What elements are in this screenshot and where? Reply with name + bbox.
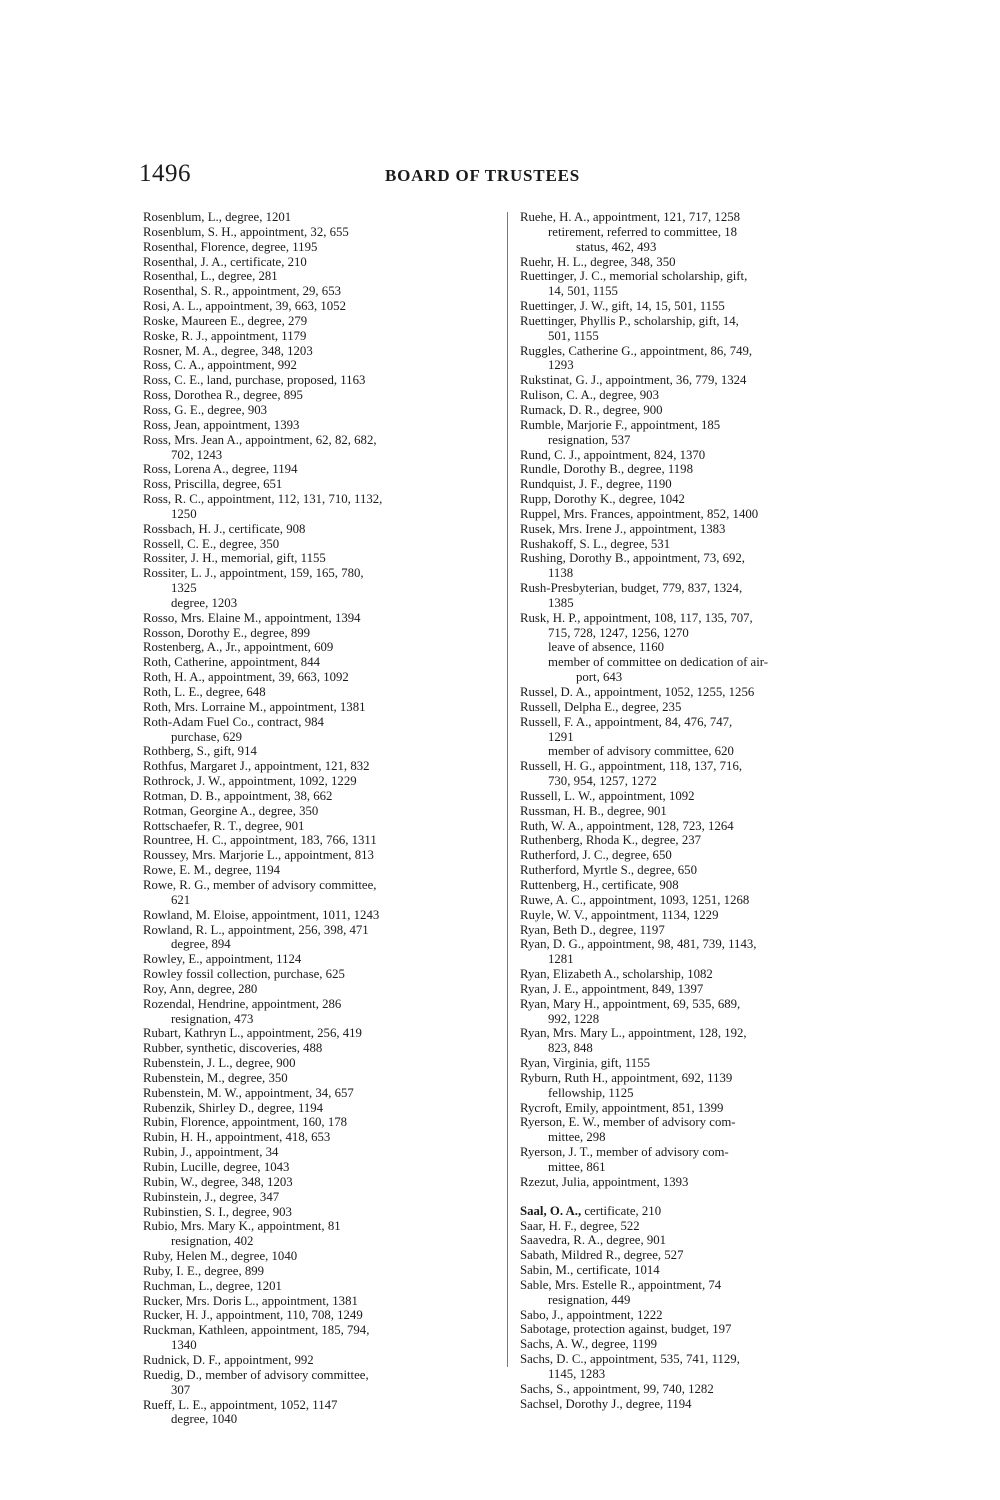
index-entry: Ryan, D. G., appointment, 98, 481, 739, 1143, (520, 937, 757, 952)
index-entry: Rubenzik, Shirley D., degree, 1194 (143, 1100, 324, 1115)
index-entry (520, 1204, 865, 1219)
index-entry-continuation: 702, 1243 (171, 447, 223, 462)
index-entry: Rosenblum, L., degree, 1201 (143, 210, 292, 224)
index-entry-continuation: 730, 954, 1257, 1272 (548, 774, 657, 789)
index-entry: Rubber, synthetic, discoveries, 488 (143, 1041, 323, 1056)
index-entry-continuation: 1281 (548, 952, 574, 967)
index-entry-continuation: mittee, 861 (548, 1160, 606, 1174)
index-entry: Rund, C. J., appointment, 824, 1370 (520, 447, 706, 462)
index-entry-rest: certificate, 210 (581, 1203, 662, 1218)
index-entry: Rubart, Kathryn L., appointment, 256, 419 (143, 1026, 362, 1041)
index-entry: Ruettinger, J. W., gift, 14, 15, 501, 1155 (520, 299, 725, 314)
index-entry: Ryan, J. E., appointment, 849, 1397 (520, 981, 704, 996)
index-entry: Russell, L. W., appointment, 1092 (520, 788, 695, 803)
index-entry: Rothfus, Margaret J., appointment, 121, 832 (143, 759, 370, 774)
index-entry: Rosi, A. L., appointment, 39, 663, 1052 (143, 299, 346, 314)
index-entry: Ruwe, A. C., appointment, 1093, 1251, 1268 (520, 892, 750, 907)
index-entry: Roussey, Mrs. Marjorie L., appointment, 813 (143, 848, 374, 863)
index-entry: Ruettinger, Phyllis P., scholarship, gift, 14, (520, 313, 739, 328)
index-subentry: resignation, 473 (171, 1011, 254, 1026)
index-entry: Ruggles, Catherine G., appointment, 86, 749, (520, 343, 753, 358)
index-entry: Rueff, L. E., appointment, 1052, 1147 (143, 1397, 338, 1412)
index-subentry: degree, 1203 (171, 595, 238, 610)
index-entry: Rubin, H. H., appointment, 418, 653 (143, 1130, 331, 1145)
index-entry-continuation: 1340 (171, 1338, 197, 1353)
index-entry: Rubenstein, M. W., appointment, 34, 657 (143, 1085, 354, 1100)
index-entry: Ross, Dorothea R., degree, 895 (143, 388, 303, 403)
index-entry: Sabath, Mildred R., degree, 527 (520, 1248, 684, 1263)
index-entry: Rukstinat, G. J., appointment, 36, 779, 1324 (520, 373, 747, 388)
index-entry: Rumack, D. R., degree, 900 (520, 402, 663, 417)
index-entry: Rottschaefer, R. T., degree, 901 (143, 818, 305, 833)
index-entry: Rubin, Florence, appointment, 160, 178 (143, 1115, 348, 1130)
index-entry: Rountree, H. C., appointment, 183, 766, 1311 (143, 833, 377, 848)
index-entry-continuation: status, 462, 493 (576, 239, 657, 254)
index-entry: Rosson, Dorothy E., degree, 899 (143, 625, 311, 640)
index-entry: Rubenstein, M., degree, 350 (143, 1070, 288, 1085)
index-subentry: degree, 1040 (171, 1412, 238, 1427)
index-entry: Rothberg, S., gift, 914 (143, 744, 257, 759)
index-subentry: member of committee on dedication of air- (548, 655, 769, 670)
index-entry: Ryan, Mrs. Mary L., appointment, 128, 192, (520, 1026, 747, 1041)
index-entry: Ruedig, D., member of advisory committee, (143, 1367, 369, 1382)
index-entry: Ross, Lorena A., degree, 1194 (143, 462, 298, 477)
index-entry: Saavedra, R. A., degree, 901 (520, 1233, 667, 1248)
index-entry: Rubin, W., degree, 348, 1203 (143, 1174, 293, 1189)
section-gap (520, 1190, 865, 1204)
index-entry: Rubinstien, S. I., degree, 903 (143, 1204, 292, 1219)
index-entry: Rossell, C. E., degree, 350 (143, 536, 280, 551)
index-entry: Rossbach, H. J., certificate, 908 (143, 521, 306, 536)
index-entry: Rowe, R. G., member of advisory committee, (143, 877, 377, 892)
index-entry: Ruby, I. E., degree, 899 (143, 1263, 265, 1278)
index-entry-continuation: mittee, 298 (548, 1130, 606, 1145)
index-entry: Rusek, Mrs. Irene J., appointment, 1383 (520, 521, 726, 536)
index-entry: Rundle, Dorothy B., degree, 1198 (520, 462, 693, 477)
index-entry: Roth, Catherine, appointment, 844 (143, 655, 320, 670)
index-entry: Ryan, Mary H., appointment, 69, 535, 689, (520, 996, 741, 1011)
index-entry: Ruthenberg, Rhoda K., degree, 237 (520, 833, 702, 848)
index-entry: Rzezut, Julia, appointment, 1393 (520, 1174, 689, 1189)
page-number: 1496 (139, 160, 191, 187)
index-entry: Roske, Maureen E., degree, 279 (143, 313, 308, 328)
index-entry-heading: Saal, O. A., (520, 1203, 582, 1218)
index-entry: Rosso, Mrs. Elaine M., appointment, 1394 (143, 610, 361, 625)
index-column-left (143, 210, 488, 1427)
index-entry: Russell, F. A., appointment, 84, 476, 747, (520, 714, 733, 729)
index-entry: Ruppel, Mrs. Frances, appointment, 852, 1400 (520, 506, 759, 521)
index-entry: Sachs, A. W., degree, 1199 (520, 1337, 658, 1352)
index-subentry: resignation, 402 (171, 1234, 254, 1249)
index-entry: Roth, L. E., degree, 648 (143, 685, 266, 699)
index-entry-continuation: 715, 728, 1247, 1256, 1270 (548, 625, 689, 640)
index-entry: Roth-Adam Fuel Co., contract, 984 (143, 714, 324, 729)
index-entry: Rozendal, Hendrine, appointment, 286 (143, 996, 342, 1011)
index-entry: Rudnick, D. F., appointment, 992 (143, 1352, 314, 1367)
index-subentry: member of advisory committee, 620 (548, 744, 734, 759)
index-entry: Rundquist, J. F., degree, 1190 (520, 477, 672, 492)
index-entry: Ross, G. E., degree, 903 (143, 402, 268, 417)
index-entry: Rushing, Dorothy B., appointment, 73, 692, (520, 551, 746, 566)
index-entry: Roske, R. J., appointment, 1179 (143, 328, 307, 343)
index-entry: Roth, H. A., appointment, 39, 663, 1092 (143, 670, 349, 685)
index-entry: Sachsel, Dorothy J., degree, 1194 (520, 1396, 692, 1411)
index-entry: Russell, Delpha E., degree, 235 (520, 699, 682, 714)
index-entry: Sachs, D. C., appointment, 535, 741, 1129, (520, 1352, 740, 1367)
index-entry-continuation: 1325 (171, 581, 197, 596)
index-entry: Ross, C. A., appointment, 992 (143, 358, 297, 373)
index-column-right (520, 210, 865, 1412)
index-entry: Rowland, R. L., appointment, 256, 398, 471 (143, 922, 369, 937)
index-entry: Ruehe, H. A., appointment, 121, 717, 1258 (520, 210, 741, 224)
index-entry: Rusk, H. P., appointment, 108, 117, 135, 707, (520, 610, 753, 625)
index-entry: Ross, Mrs. Jean A., appointment, 62, 82, 682, (143, 432, 377, 447)
index-entry-continuation: port, 643 (576, 670, 623, 685)
index-entry: Russell, H. G., appointment, 118, 137, 716, (520, 759, 743, 774)
index-entry: Rosenthal, L., degree, 281 (143, 269, 278, 284)
column-divider (507, 212, 508, 1367)
index-entry: Rutherford, J. C., degree, 650 (520, 848, 672, 863)
index-entry: Rumble, Marjorie F., appointment, 185 (520, 417, 721, 432)
index-entry: Rosenblum, S. H., appointment, 32, 655 (143, 224, 349, 239)
index-entry-continuation: 1145, 1283 (548, 1366, 606, 1381)
index-subentry: fellowship, 1125 (548, 1085, 634, 1100)
index-entry: Rossiter, J. H., memorial, gift, 1155 (143, 551, 326, 566)
index-subentry: degree, 894 (171, 937, 231, 952)
index-entry: Sabin, M., certificate, 1014 (520, 1263, 660, 1278)
index-entry-continuation: 1385 (548, 595, 574, 610)
index-entry: Rycroft, Emily, appointment, 851, 1399 (520, 1100, 724, 1115)
index-entry: Ruettinger, J. C., memorial scholarship, gift, (520, 269, 748, 284)
index-entry: Sabotage, protection against, budget, 197 (520, 1322, 732, 1337)
index-entry: Rulison, C. A., degree, 903 (520, 388, 659, 403)
index-entry: Rush-Presbyterian, budget, 779, 837, 1324, (520, 581, 743, 596)
index-subentry: retirement, referred to committee, 18 (548, 224, 738, 239)
index-entry: Rosenthal, S. R., appointment, 29, 653 (143, 284, 341, 299)
index-entry: Ross, C. E., land, purchase, proposed, 1163 (143, 373, 366, 388)
index-entry-continuation: 501, 1155 (548, 328, 599, 343)
index-entry: Ryan, Elizabeth A., scholarship, 1082 (520, 967, 713, 982)
index-entry: Ryerson, E. W., member of advisory com- (520, 1115, 736, 1130)
index-entry: Sabo, J., appointment, 1222 (520, 1307, 663, 1322)
index-entry: Roy, Ann, degree, 280 (143, 981, 258, 996)
index-entry: Rubenstein, J. L., degree, 900 (143, 1056, 296, 1071)
index-entry: Rucker, Mrs. Doris L., appointment, 1381 (143, 1293, 358, 1308)
index-entry: Rubin, J., appointment, 34 (143, 1145, 279, 1160)
index-entry: Ruckman, Kathleen, appointment, 185, 794, (143, 1323, 370, 1338)
index-subentry: resignation, 449 (548, 1292, 631, 1307)
index-entry: Ross, Priscilla, degree, 651 (143, 477, 283, 492)
index-entry: Ruyle, W. V., appointment, 1134, 1229 (520, 907, 719, 922)
index-entry: Ryerson, J. T., member of advisory com- (520, 1145, 729, 1160)
index-entry: Sachs, S., appointment, 99, 740, 1282 (520, 1381, 714, 1396)
index-entry: Ryan, Beth D., degree, 1197 (520, 922, 665, 937)
index-entry-continuation: 823, 848 (548, 1041, 593, 1056)
index-entry: Rotman, Georgine A., degree, 350 (143, 803, 319, 818)
index-entry-continuation: 1250 (171, 506, 197, 521)
index-entry: Rowley, E., appointment, 1124 (143, 952, 302, 967)
index-subentry: purchase, 629 (171, 729, 243, 744)
index-subentry: resignation, 537 (548, 432, 631, 447)
index-entry: Russel, D. A., appointment, 1052, 1255, 1256 (520, 685, 755, 699)
index-entry: Rowland, M. Eloise, appointment, 1011, 1243 (143, 907, 380, 922)
index-entry: Rubin, Lucille, degree, 1043 (143, 1160, 290, 1174)
index-entry: Rothrock, J. W., appointment, 1092, 1229 (143, 774, 357, 789)
index-entry: Roth, Mrs. Lorraine M., appointment, 1381 (143, 699, 366, 714)
index-entry: Ryan, Virginia, gift, 1155 (520, 1056, 650, 1071)
index-entry: Rossiter, L. J., appointment, 159, 165, 780, (143, 566, 364, 581)
index-entry: Saar, H. F., degree, 522 (520, 1218, 640, 1233)
running-head: BOARD OF TRUSTEES (385, 166, 580, 185)
index-entry: Rosner, M. A., degree, 348, 1203 (143, 343, 313, 358)
index-entry: Rosenthal, J. A., certificate, 210 (143, 254, 307, 269)
index-entry: Ruth, W. A., appointment, 128, 723, 1264 (520, 818, 734, 833)
index-entry-continuation: 621 (171, 892, 191, 907)
index-entry: Rostenberg, A., Jr., appointment, 609 (143, 640, 334, 655)
index-entry: Rupp, Dorothy K., degree, 1042 (520, 492, 685, 507)
index-entry: Rubio, Mrs. Mary K., appointment, 81 (143, 1219, 341, 1234)
index-subentry: leave of absence, 1160 (548, 640, 665, 655)
index-entry: Rowe, E. M., degree, 1194 (143, 863, 281, 878)
index-entry: Rubinstein, J., degree, 347 (143, 1189, 280, 1204)
index-entry: Ryburn, Ruth H., appointment, 692, 1139 (520, 1070, 733, 1085)
index-entry: Rotman, D. B., appointment, 38, 662 (143, 788, 333, 803)
index-entry-continuation: 1293 (548, 358, 574, 373)
index-entry-continuation: 14, 501, 1155 (548, 284, 618, 299)
index-entry-continuation: 1138 (548, 566, 574, 581)
index-entry: Ross, Jean, appointment, 1393 (143, 417, 300, 432)
index-entry: Rosenthal, Florence, degree, 1195 (143, 239, 318, 254)
index-entry: Rowley fossil collection, purchase, 625 (143, 967, 345, 982)
index-entry: Ruby, Helen M., degree, 1040 (143, 1249, 298, 1264)
index-entry-continuation: 307 (171, 1382, 191, 1397)
index-entry: Rucker, H. J., appointment, 110, 708, 1249 (143, 1308, 363, 1323)
index-entry: Ross, R. C., appointment, 112, 131, 710, 1132, (143, 492, 383, 507)
index-entry: Ruchman, L., degree, 1201 (143, 1278, 282, 1293)
index-entry-continuation: 1291 (548, 729, 574, 744)
index-entry: Russman, H. B., degree, 901 (520, 803, 667, 818)
index-entry: Rutherford, Myrtle S., degree, 650 (520, 863, 697, 878)
index-entry: Ruehr, H. L., degree, 348, 350 (520, 254, 676, 269)
index-entry-continuation: 992, 1228 (548, 1011, 600, 1026)
index-entry: Sable, Mrs. Estelle R., appointment, 74 (520, 1277, 722, 1292)
index-entry: Rushakoff, S. L., degree, 531 (520, 536, 671, 551)
index-entry: Ruttenberg, H., certificate, 908 (520, 877, 679, 892)
